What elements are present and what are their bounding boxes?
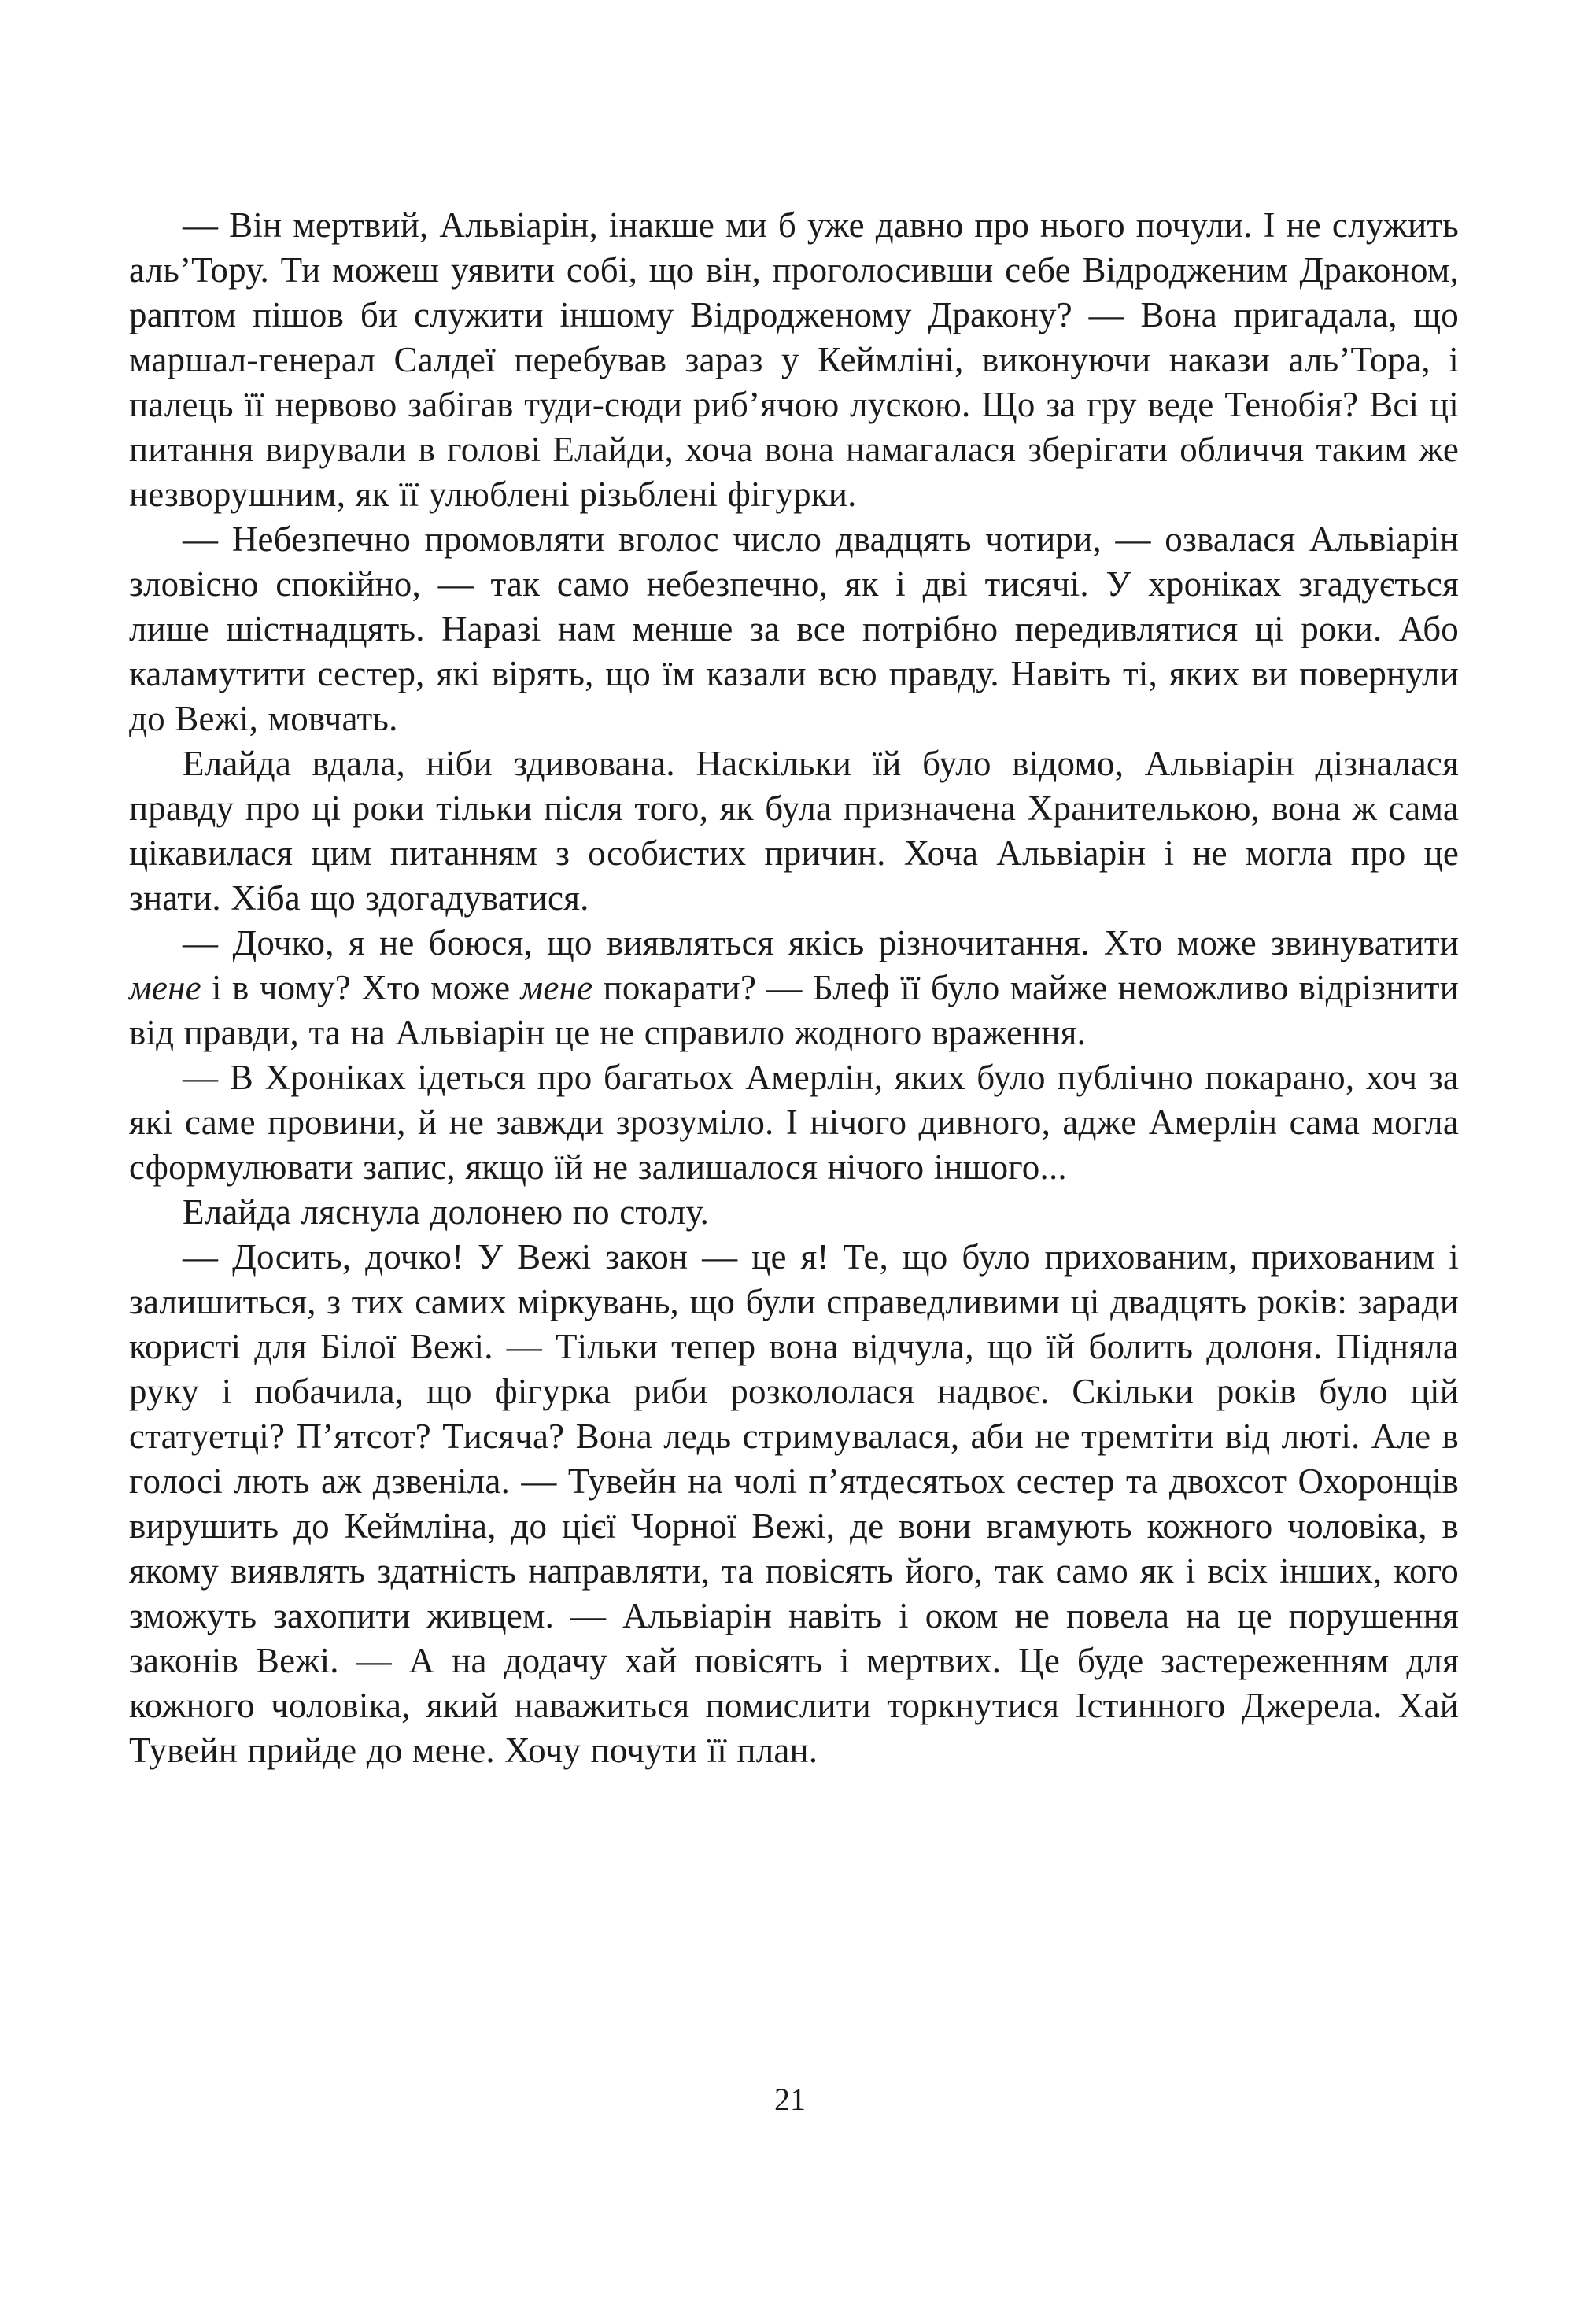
text-run: — Він мертвий, Альвіарін, інакше ми б уже давно про нього почули. І не служить аль’Тору. Ти можеш уявити собі, що він, проголосивши себе Відродженим Драконом, раптом пішов би служити іншому Відродженому Дракону? — Вона пригадала, що маршал-генерал Салдеї перебував зараз у Кеймліні, виконуючи накази аль’Тора, і палець її нервово забігав туди-сюди риб’ячою лускою. Що за гру веде Тенобія? Всі ці питання вирували в голові Елайди, хоча вона намагалася зберігати обличчя таким же незворушним, як її улюблені різьблені фігурки. [129,205,1459,514]
paragraph [129,1235,1459,1773]
body-text [129,203,1459,1773]
paragraph [129,741,1459,921]
text-run: — Дочко, я не боюся, що виявляться якісь різночитання. Хто може звинуватити [183,923,1459,962]
paragraph [129,1055,1459,1190]
paragraph [129,1190,1459,1235]
text-run: Елайда ляснула долонею по столу. [183,1192,710,1232]
text-run: і в чому? Хто може [201,968,521,1007]
text-run: — Небезпечно промовляти вголос число двадцять чотири, — озвалася Альвіарін зловісно спокійно, — так само небезпечно, як і дві тисячі. У хроніках згадується лише шістнадцять. Наразі нам менше за все потрібно передивлятися ці роки. Або каламутити сестер, які вірять, що їм казали всю правду. Навіть ті, яких ви повернули до Вежі, мовчать. [129,519,1459,738]
text-run: покарати? — Блеф її було майже неможливо відрізнити від правди, та на Альвіарін це не справило жодного враження. [129,968,1459,1052]
paragraph [129,921,1459,1055]
emphasized-text: мене [129,968,201,1007]
text-run: Елайда вдала, ніби здивована. Наскільки їй було відомо, Альвіарін дізналася правду про ці роки тільки після того, як була призначена Хранителькою, вона ж сама цікавилася цим питанням з особистих причин. Хоча Альвіарін і не могла про це знати. Хіба що здогадуватися. [129,744,1459,918]
emphasized-text: мене [520,968,593,1007]
paragraph [129,203,1459,517]
text-run: — В Хроніках ідеться про багатьох Амерлін, яких було публічно покарано, хоч за які саме провини, й не завжди зрозуміло. І нічого дивного, адже Амерлін сама могла сформулювати запис, якщо їй не залишалося нічого іншого... [129,1058,1459,1187]
paragraph [129,517,1459,741]
page-number: 21 [774,2082,806,2117]
text-run: — Досить, дочко! У Вежі закон — це я! Те, що було прихованим, прихованим і залишиться, з тих самих міркувань, що були справедливими ці двадцять років: заради користі для Білої Вежі. — Тільки тепер вона відчула, що їй болить долоня. Підняла руку і побачила, що фігурка риби розкололася надвоє. Скільки років було цій статуетці? П’ятсот? Тисяча? Вона ледь стримувалася, аби не тремтіти від люті. Але в голосі лють аж дзвеніла. — Тувейн на чолі п’ятдесятьох сестер та двохсот Охоронців вирушить до Кеймліна, до цієї Чорної Вежі, де вони вгамують кожного чоловіка, в якому виявлять здатність направляти, та повісять його, так само як і всіх інших, кого зможуть захопити живцем. — Альвіарін навіть і оком не повела на це порушення законів Вежі. — А на додачу хай повісять і мертвих. Це буде застереженням для кожного чоловіка, який наважиться помислити торкнутися Істинного Джерела. Хай Тувейн прийде до мене. Хочу почути її план. [129,1237,1459,1770]
